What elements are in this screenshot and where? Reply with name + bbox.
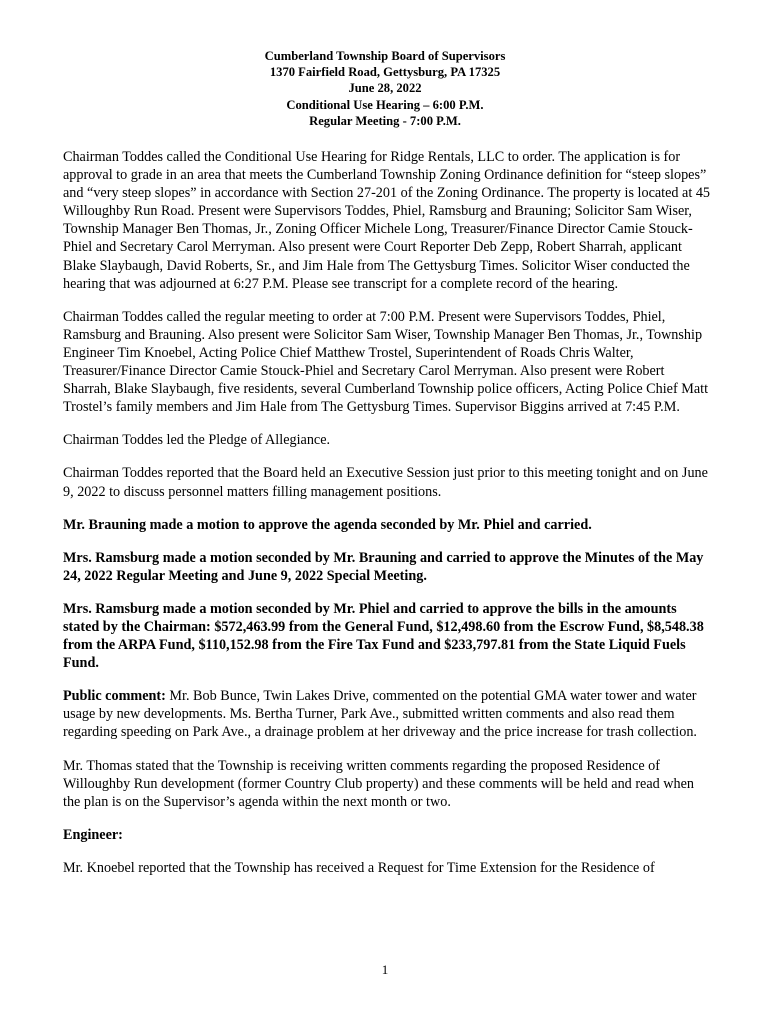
public-comment-text: Mr. Bob Bunce, Twin Lakes Drive, commented on the potential GMA water tower and water usage by new developments. Ms. Bertha Turner, Park Ave., submitted written comments and also read them regarding speeding on Park Ave., a drainage problem at her driveway and the price increase for trash collection. — [63, 688, 697, 741]
header-meeting-time: Regular Meeting - 7:00 P.M. — [309, 113, 461, 128]
paragraph-pledge: Chairman Toddes led the Pledge of Allegiance. — [63, 432, 331, 449]
public-comment-label: Public comment: — [63, 688, 166, 705]
motion-minutes: Mrs. Ramsburg made a motion seconded by Mr. Brauning and carried to approve the Minutes of the May 24, 2022 Regular Meeting and June 9, 2022 Special Meeting. — [63, 549, 704, 584]
document-body — [63, 148, 713, 892]
header-date: June 28, 2022 — [348, 81, 422, 96]
paragraph-regular-meeting: Chairman Toddes called the regular meeting to order at 7:00 P.M. Present were Supervisors Toddes, Phiel, Ramsburg and Brauning. Also present were Solicitor Sam Wiser, Township Manager Ben Thomas, Jr., Township Engineer Tim Knoebel, Acting Police Chief Matthew Trostel, Superintendent of Roads Chris Walter, Treasurer/Finance Director Camie Stouck-Phiel and Secretary Carol Merryman. Also present were Robert Sharrah, Blake Slaybaugh, five residents, several Cumberland Township police officers, Acting Police Chief Matt Trostel’s family members and Jim Hale from The Gettysburg Times. Supervisor Biggins arrived at 7:45 P.M. — [63, 308, 709, 416]
header-hearing-time: Conditional Use Hearing – 6:00 P.M. — [286, 97, 484, 112]
header-address: 1370 Fairfield Road, Gettysburg, PA 17325 — [269, 65, 501, 80]
paragraph-written-comments: Mr. Thomas stated that the Township is receiving written comments regarding the proposed Residence of Willoughby Run development (former Country Club property) and these comments will be held and read when the plan is on the Supervisor’s agenda within the next month or two. — [63, 757, 695, 810]
section-heading-engineer: Engineer: — [63, 826, 123, 843]
motion-agenda: Mr. Brauning made a motion to approve the agenda seconded by Mr. Phiel and carried. — [63, 516, 592, 533]
paragraph-hearing: Chairman Toddes called the Conditional Use Hearing for Ridge Rentals, LLC to order. The application is for approval to grade in an area that meets the Cumberland Township Zoning Ordinance definition for “steep slopes” and “very steep slopes” in accordance with Section 27-201 of the Zoning Ordinance. The property is located at 45 Willoughby Run Road. Present were Supervisors Toddes, Phiel, Ramsburg and Brauning; Solicitor Sam Wiser, Township Manager Ben Thomas, Jr., Zoning Officer Michele Long, Treasurer/Finance Director Camie Stouck-Phiel and Secretary Carol Merryman. Also present were Court Reporter Deb Zepp, Robert Sharrah, applicant Blake Slaybaugh, David Roberts, Sr., and Jim Hale from The Gettysburg Times. Solicitor Wiser conducted the hearing that was adjourned at 6:27 P.M. Please see transcript for a complete record of the hearing. — [63, 149, 711, 292]
paragraph-public-comment — [63, 687, 713, 741]
page-number: 1 — [381, 962, 389, 977]
document-header — [0, 48, 770, 129]
header-organization: Cumberland Township Board of Supervisors — [264, 49, 506, 63]
paragraph-executive-session: Chairman Toddes reported that the Board held an Executive Session just prior to this meeting tonight and on June 9, 2022 to discuss personnel matters filling management positions. — [63, 465, 708, 500]
paragraph-engineer-report: Mr. Knoebel reported that the Township has received a Request for Time Extension for the Residence of — [63, 859, 655, 876]
motion-bills: Mrs. Ramsburg made a motion seconded by Mr. Phiel and carried to approve the bills in the amounts stated by the Chairman: $572,463.99 from the General Fund, $12,498.60 from the Escrow Fund, $8,548.38 from the ARPA Fund, $110,152.98 from the Fire Tax Fund and $233,797.81 from the State Liquid Fuels Fund. — [63, 600, 704, 672]
